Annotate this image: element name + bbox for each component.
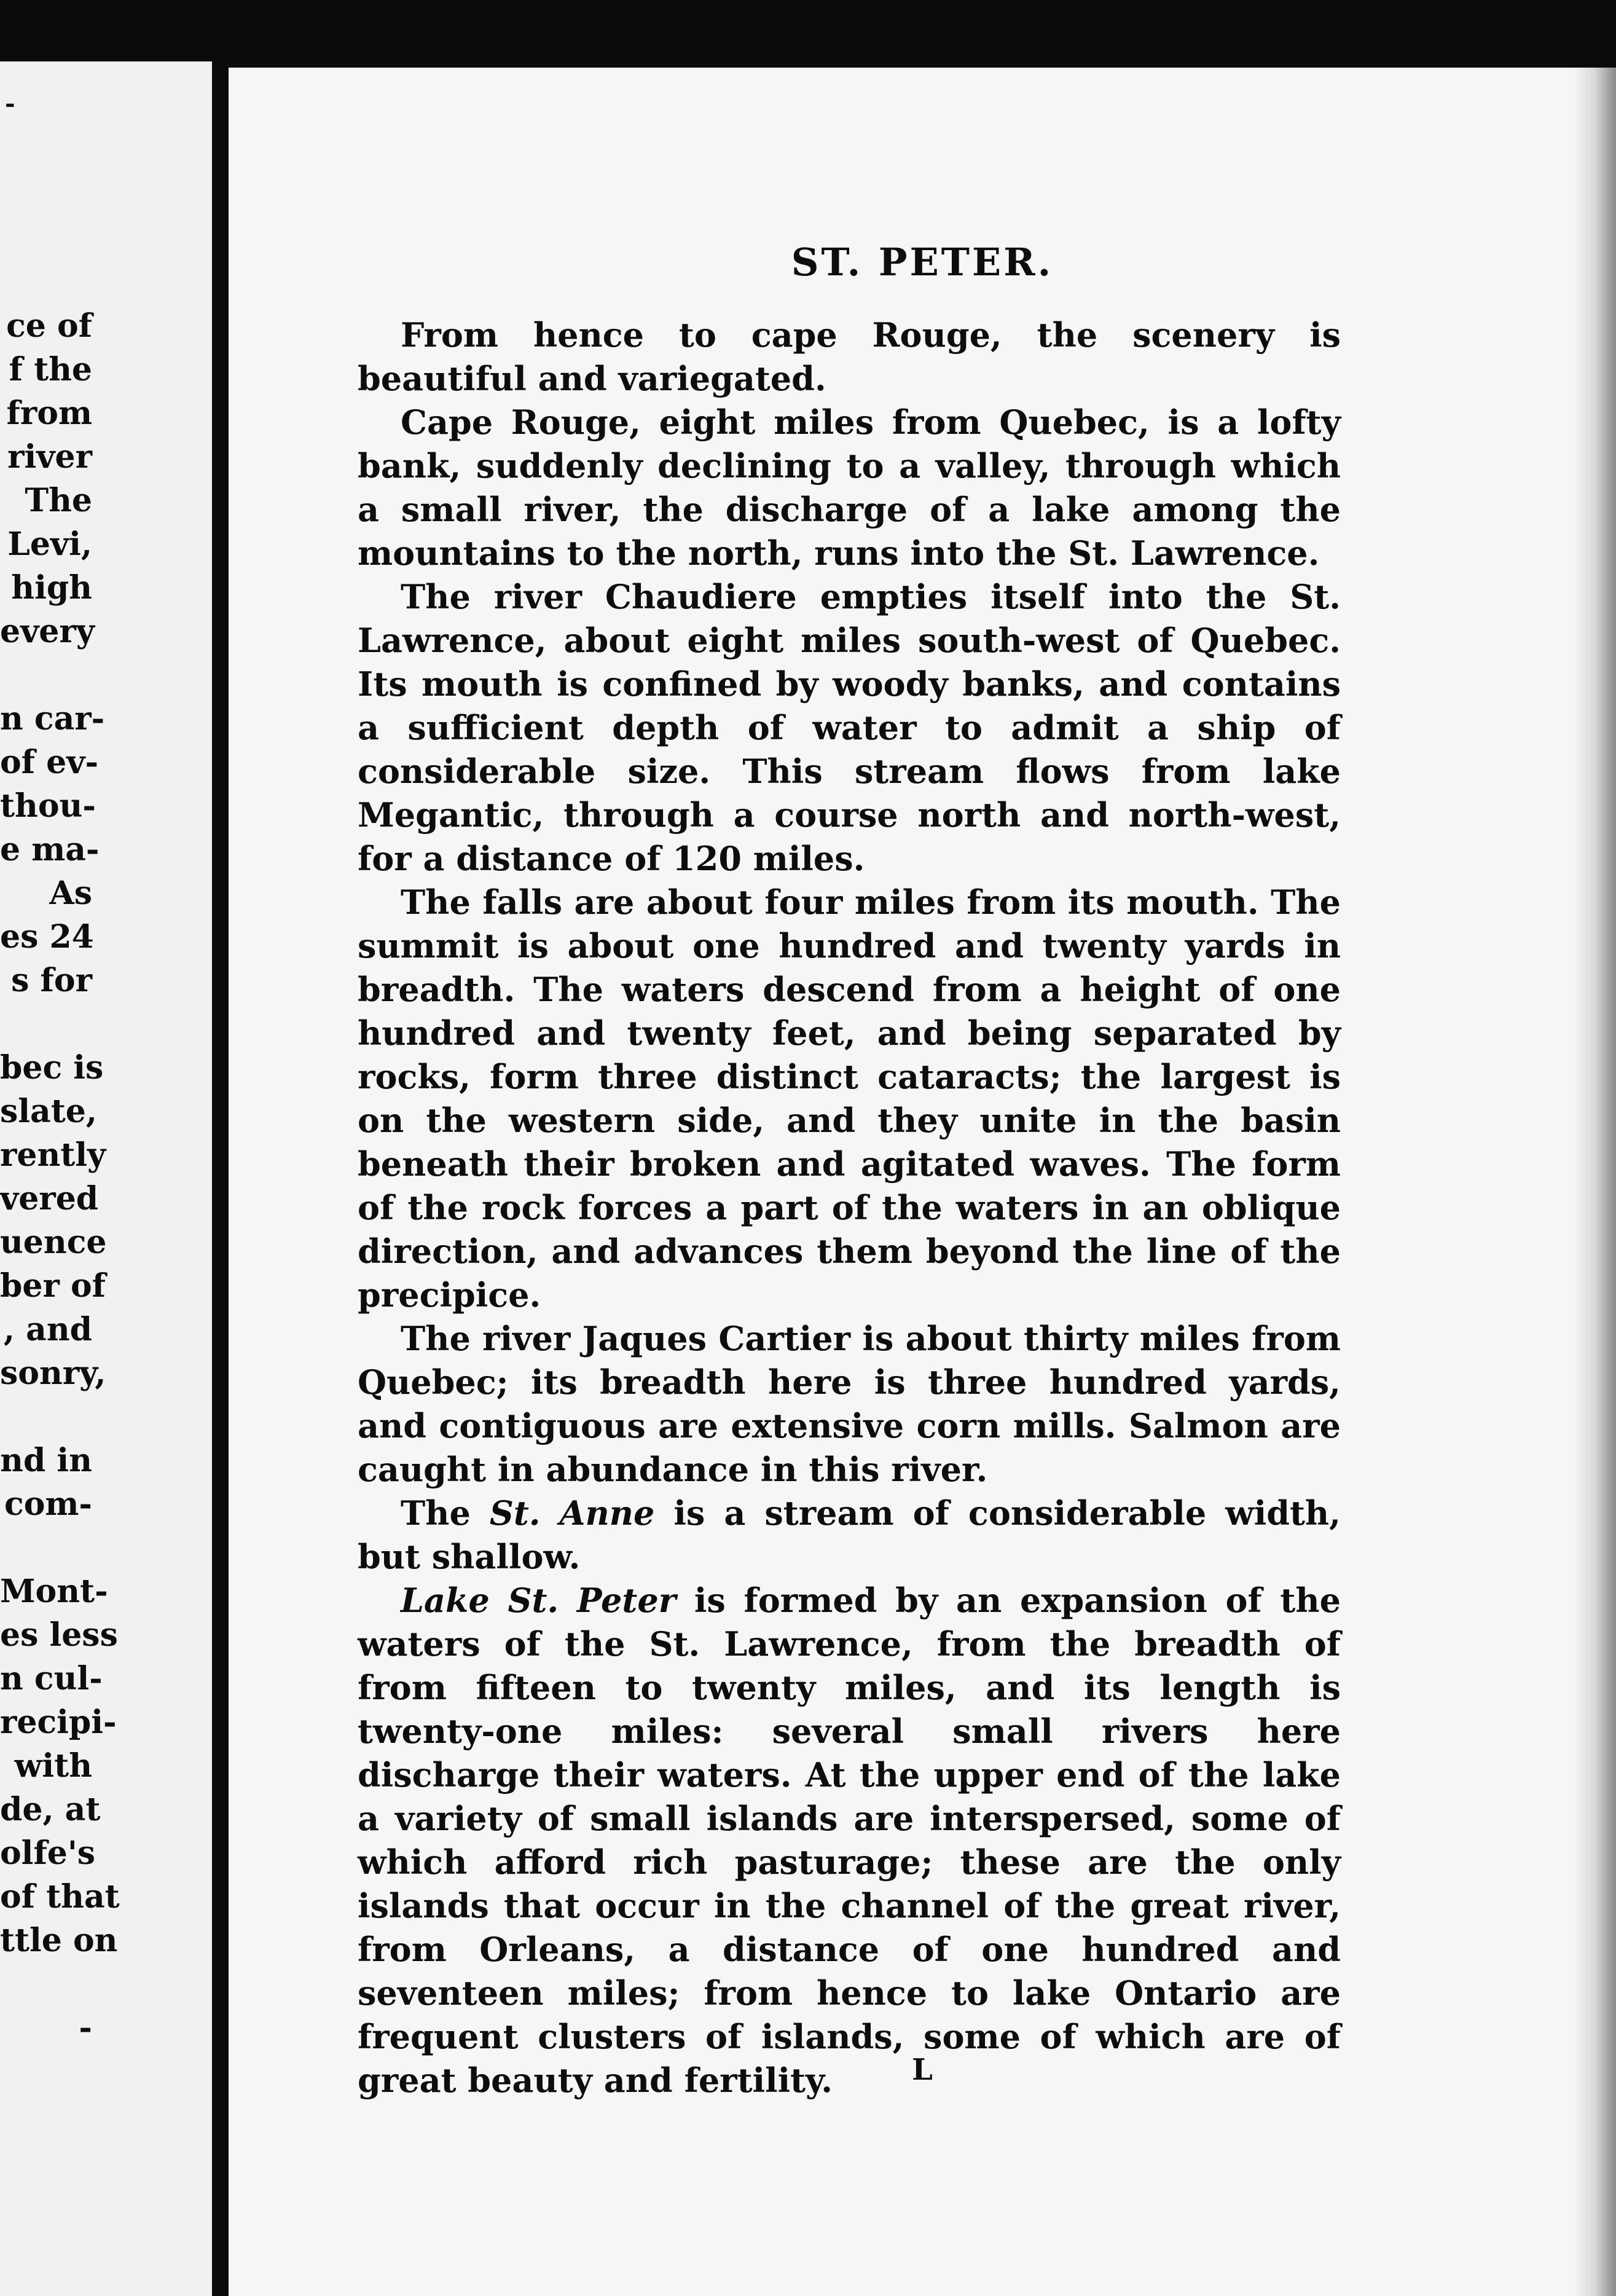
left-fragment-line: es less <box>0 1616 118 1654</box>
left-fragment-line: from <box>6 395 92 432</box>
left-page-text-fragments <box>0 304 120 2050</box>
left-fragment-line <box>0 653 92 697</box>
left-fragment-line: n cul- <box>0 1660 103 1697</box>
paragraph <box>358 1579 1341 2102</box>
left-page-fragment <box>0 61 212 2296</box>
left-fragment-line: es 24 <box>0 918 94 956</box>
text-segment: The falls are about four miles from its mouth. The summit is about one hundred and twenty yards in breadth. The waters descend from a height of one hundred and twenty feet, and being separated by rocks, form three distinct cataracts; the largest is on the western side, and they unite in the basin beneath their broken and agitated waves. The form of the rock forces a part of the waters in an oblique direction, and advances them beyond the line of the precipice. <box>358 883 1341 1315</box>
paragraph <box>358 575 1341 881</box>
signature-mark: L <box>912 2053 933 2087</box>
text-segment: The river Jaques Cartier is about thirty miles from Quebec; its breadth here is three hundred yards, and contiguous are extensive corn mills. Salmon are caught in abundance in this river. <box>358 1319 1341 1489</box>
page-header: ST. PETER. <box>791 240 1054 285</box>
left-fragment-line: ber of <box>0 1267 106 1305</box>
left-fragment-line: ce of <box>6 307 92 345</box>
paragraph <box>358 881 1341 1317</box>
paragraph <box>358 1317 1341 1492</box>
left-fragment-line <box>0 1962 92 2006</box>
text-segment: is a stream of considerable width, but shallow. <box>358 1493 1341 1576</box>
body-text <box>358 313 1341 2102</box>
left-fragment-line: every <box>0 613 95 650</box>
left-fragment-line: with <box>14 1747 92 1785</box>
text-segment: The river Chaudiere empties itself into the St. Lawrence, about eight miles south-west of Quebec. Its mouth is confined by woody banks, and contains a sufficient depth of water to admit a ship of considerable size. This stream flows from lake Megantic, through a course north and north-west, for a distance of 120 miles. <box>358 577 1341 878</box>
left-fragment-line: recipi- <box>0 1704 117 1741</box>
left-fragment-line: vered <box>0 1180 99 1217</box>
left-fragment-line: de, at <box>0 1791 101 1828</box>
left-fragment-line: com- <box>4 1485 92 1523</box>
margin-mark: - <box>5 89 15 118</box>
text-segment: The <box>401 1493 490 1533</box>
text-segment: Cape Rouge, eight miles from Quebec, is a lofty bank, suddenly declining to a valley, through which a small river, the discharge of a lake among the mountains to the north, runs into the St. Lawrence. <box>358 403 1341 573</box>
left-fragment-line: sonry, <box>0 1354 106 1392</box>
right-page <box>229 68 1616 2296</box>
italic-text: Lake St. Peter <box>401 1581 677 1620</box>
left-fragment-line <box>0 1526 92 1570</box>
left-fragment-line: uence <box>0 1224 107 1261</box>
left-fragment-line <box>0 1002 92 1046</box>
left-fragment-line: Mont- <box>0 1573 108 1610</box>
left-fragment-line: As <box>49 875 92 912</box>
text-segment: is formed by an expansion of the waters of the St. Lawrence, from the breadth of from fifteen to twenty miles, and its length is twenty-one miles: several small rivers here discharge their waters. At the upper end of the lake a variety of small islands are interspersed, some of which afford rich pasturage; these are the only islands that occur in the channel of the great river, from Orleans, a distance of one hundred and seventeen miles; from hence to lake Ontario are frequent clusters of islands, some of which are of great beauty and fertility. <box>358 1581 1341 2100</box>
text-segment: From hence to cape Rouge, the scenery is beautiful and variegated. <box>358 315 1341 398</box>
left-fragment-line: olfe's <box>0 1834 96 1872</box>
left-fragment-line: , and <box>3 1311 92 1348</box>
left-fragment-line: e ma- <box>0 831 100 868</box>
left-fragment-line: nd in <box>0 1442 92 1479</box>
left-fragment-line: slate, <box>0 1093 97 1130</box>
left-fragment-line: of that <box>0 1878 120 1916</box>
left-fragment-line: of ev- <box>0 744 99 781</box>
left-fragment-line: s for <box>11 962 92 999</box>
page-edge-shadow <box>1573 68 1616 2296</box>
left-fragment-line: river <box>7 438 92 476</box>
left-fragment-line: rently <box>0 1136 106 1174</box>
left-fragment-line: n car- <box>0 700 105 737</box>
left-fragment-line: high <box>11 569 92 607</box>
paragraph <box>358 313 1341 401</box>
paragraph <box>358 401 1341 575</box>
italic-text: St. Anne <box>489 1493 655 1533</box>
left-fragment-line: ttle on <box>0 1922 118 1959</box>
left-fragment-line: The <box>25 482 92 519</box>
left-fragment-line: Levi, <box>7 525 92 563</box>
left-fragment-line: thou- <box>0 787 96 825</box>
left-fragment-line <box>0 1395 92 1439</box>
left-fragment-line: f the <box>9 351 92 388</box>
left-fragment-line: - <box>79 2009 92 2046</box>
left-fragment-line: bec is <box>0 1049 104 1087</box>
paragraph <box>358 1492 1341 1579</box>
